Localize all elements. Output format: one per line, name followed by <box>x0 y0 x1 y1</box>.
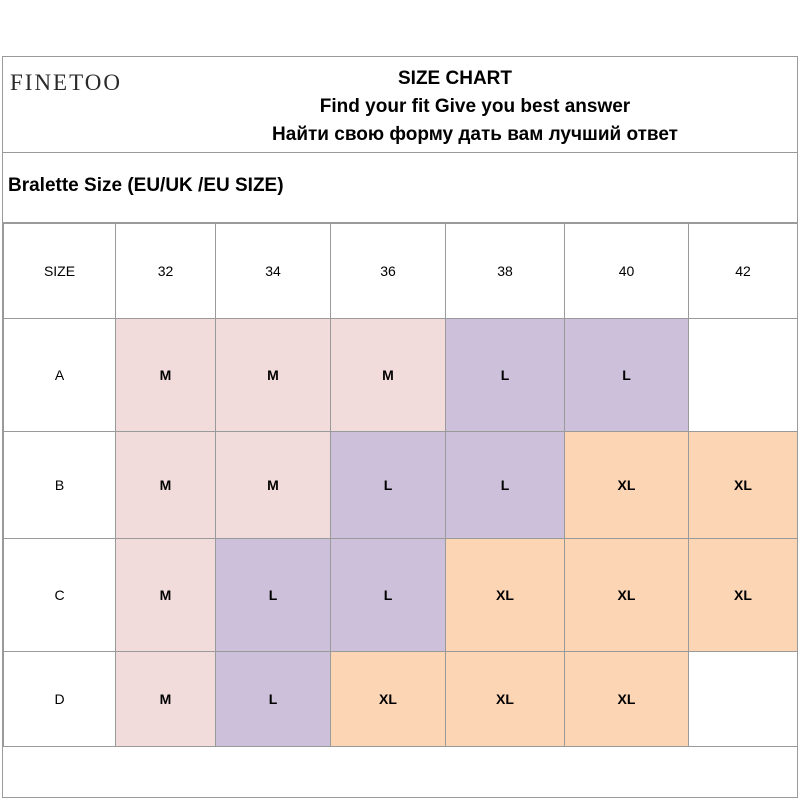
brand-logo: FINETOO <box>10 70 122 95</box>
chart-subtitle-ru: Найти свою форму дать вам лучший ответ <box>272 124 678 145</box>
size-cell: L <box>216 539 331 652</box>
column-header: 40 <box>565 224 689 319</box>
size-table <box>3 223 798 747</box>
column-header: 42 <box>689 224 798 319</box>
size-cell: XL <box>565 432 689 539</box>
column-header: 38 <box>446 224 565 319</box>
size-cell: XL <box>331 652 446 747</box>
corner-label: SIZE <box>4 224 116 319</box>
size-cell: XL <box>446 652 565 747</box>
size-cell: L <box>331 432 446 539</box>
table-row <box>4 432 798 539</box>
chart-header <box>3 57 797 153</box>
size-chart-sheet <box>2 56 798 798</box>
size-cell: L <box>446 319 565 432</box>
size-cell <box>689 319 798 432</box>
size-cell <box>689 652 798 747</box>
size-cell: L <box>446 432 565 539</box>
row-label: C <box>4 539 116 652</box>
column-header: 34 <box>216 224 331 319</box>
row-label: B <box>4 432 116 539</box>
section-header <box>3 153 797 223</box>
size-cell: XL <box>446 539 565 652</box>
size-cell: M <box>116 319 216 432</box>
size-cell: M <box>216 319 331 432</box>
size-cell: M <box>116 432 216 539</box>
table-header-row <box>4 224 798 319</box>
table-row <box>4 319 798 432</box>
size-cell: XL <box>689 432 798 539</box>
size-cell: L <box>216 652 331 747</box>
table-row <box>4 652 798 747</box>
row-label: A <box>4 319 116 432</box>
size-cell: XL <box>565 652 689 747</box>
size-cell: L <box>565 319 689 432</box>
size-cell: M <box>331 319 446 432</box>
table-row <box>4 539 798 652</box>
column-header: 32 <box>116 224 216 319</box>
size-cell: M <box>216 432 331 539</box>
size-cell: L <box>331 539 446 652</box>
size-cell: M <box>116 652 216 747</box>
row-label: D <box>4 652 116 747</box>
section-title: Bralette Size (EU/UK /EU SIZE) <box>8 175 284 196</box>
chart-title: SIZE CHART <box>398 68 512 89</box>
column-header: 36 <box>331 224 446 319</box>
chart-titles <box>153 65 797 149</box>
size-cell: M <box>116 539 216 652</box>
size-cell: XL <box>565 539 689 652</box>
chart-subtitle-en: Find your fit Give you best answer <box>319 96 631 117</box>
size-cell: XL <box>689 539 798 652</box>
